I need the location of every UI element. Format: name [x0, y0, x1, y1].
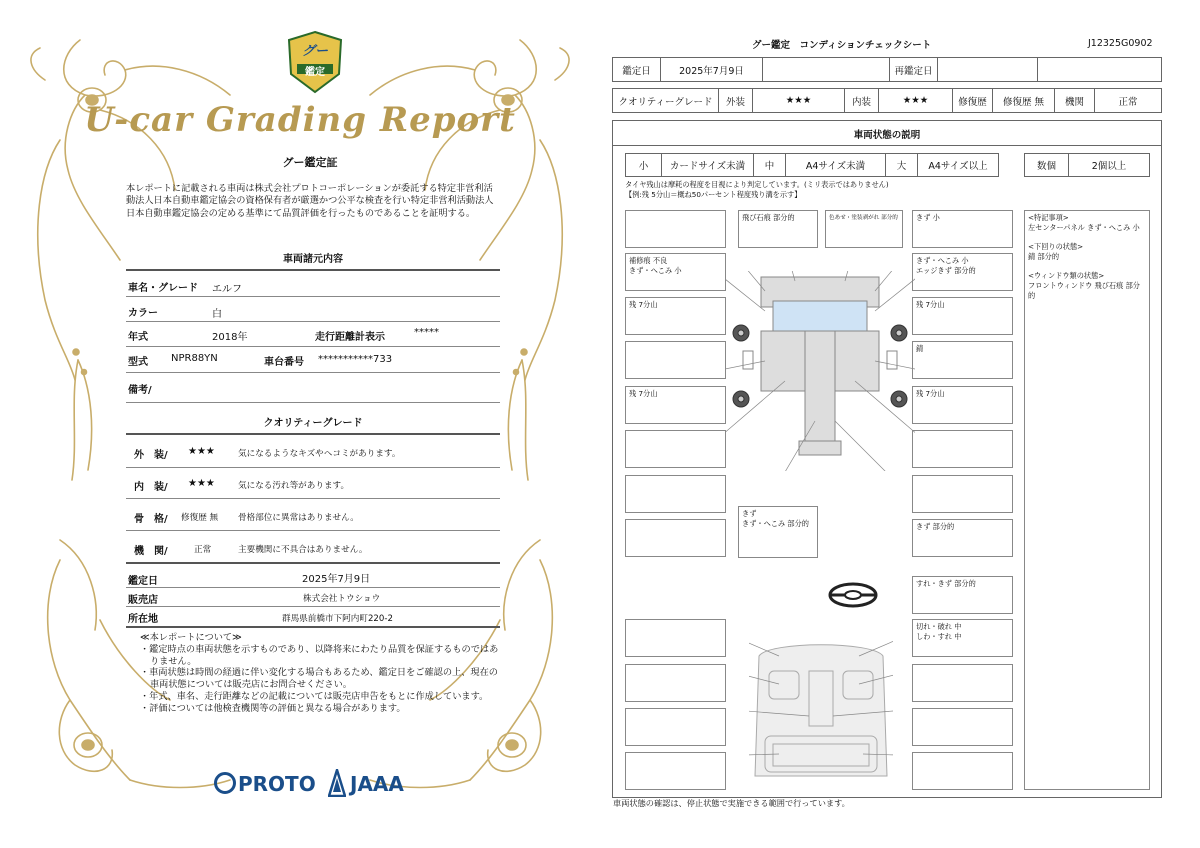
count-value: 2個以上 — [1091, 161, 1127, 172]
divider — [126, 606, 500, 607]
q-engine-value: 正常 — [194, 545, 212, 555]
legend-medium-desc: A4サイズ未満 — [786, 154, 886, 176]
notes-title-underbody: <下回りの状態> — [1028, 242, 1084, 251]
divider — [126, 587, 500, 588]
left-box-2: 補修痕 不良 きず・へこみ 小 — [625, 253, 726, 291]
left-interior-box-2 — [625, 664, 726, 702]
q-frame-label: 骨 格/ — [134, 514, 168, 525]
int-label: 内装 — [845, 89, 879, 112]
model-value: NPR88YN — [171, 353, 218, 364]
color-label: カラー — [128, 308, 158, 319]
mileage-label: 走行距離計表示 — [315, 332, 385, 343]
tire-note: タイヤ残山は摩耗の程度を目視により判定しています。(ミリ表示ではありません) — [625, 180, 889, 189]
brand-jaaa: JAAA — [350, 772, 404, 796]
certificate-heading: グー鑑定証 — [282, 156, 338, 169]
count-label: 数個 — [1025, 154, 1069, 176]
notes-text-windows: フロントウィンドウ 飛び石痕 部分的 — [1028, 281, 1140, 300]
vin-value: ***********733 — [318, 354, 393, 365]
condition-check-sheet — [600, 0, 1200, 848]
top-box-2: 色あせ・塗装剥がれ 部分的 — [825, 210, 903, 248]
divider — [126, 433, 500, 435]
q-frame-text: 骨格部位に異常はありません。 — [238, 513, 359, 523]
date-value: 2025年7月9日 — [302, 574, 371, 585]
mileage-value: ***** — [414, 327, 439, 338]
notice-title: ≪本レポートについて≫ — [140, 632, 242, 643]
right-box-4: 錆 — [912, 341, 1013, 379]
q-exterior-label: 外 装/ — [134, 450, 168, 461]
right-box-2: きず・へこみ 小 エッジきず 部分的 — [912, 253, 1013, 291]
divider — [126, 562, 500, 564]
notes-title-special: <特記事項> — [1028, 213, 1069, 222]
year-label: 年式 — [128, 332, 148, 343]
divider — [126, 530, 500, 531]
divider — [126, 626, 500, 628]
logo-text-top: グー — [301, 44, 328, 59]
notes-text-special: 左センターパネル きず・へこみ 小 — [1028, 223, 1140, 232]
divider — [126, 467, 500, 468]
qg-label: クオリティーグレード — [613, 89, 719, 112]
dealer-value: 株式会社トウショウ — [303, 594, 381, 604]
sheet-id: J12325G0902 — [1088, 38, 1153, 49]
size-legend — [625, 153, 999, 177]
q-interior-label: 内 装/ — [134, 482, 168, 493]
left-box-1 — [625, 210, 726, 248]
jaaa-logo-icon — [328, 769, 346, 797]
proto-logo-icon — [214, 772, 236, 794]
divider — [126, 402, 500, 403]
left-box-5: 残 7分山 — [625, 386, 726, 424]
notes-text-underbody: 錆 部分的 — [1028, 252, 1060, 261]
q-exterior-text: 気になるようなキズやヘコミがあります。 — [238, 449, 401, 459]
brand-proto: PROTO — [238, 772, 316, 796]
sheet-title: グー鑑定 コンディションチェックシート — [752, 40, 932, 51]
legend-small: 小 — [626, 154, 662, 176]
q-engine-label: 機 関/ — [134, 546, 168, 557]
left-box-6 — [625, 430, 726, 468]
car-name-value: エルフ — [212, 284, 242, 295]
location-value: 群馬県前橋市下阿内町220-2 — [282, 614, 393, 624]
divider — [126, 498, 500, 499]
interior-box-1: 切れ・破れ 中 しわ・すれ 中 — [912, 619, 1013, 657]
legend-large: 大 — [886, 154, 918, 176]
left-box-4 — [625, 341, 726, 379]
q-interior-text: 気になる汚れ等があります。 — [238, 481, 350, 491]
model-label: 型式 — [128, 357, 148, 368]
interior-diagram — [749, 636, 893, 786]
notes-title-windows: <ウィンドウ類の状態> — [1028, 271, 1105, 280]
divider — [126, 346, 500, 347]
color-value: 白 — [212, 309, 222, 320]
divider — [126, 321, 500, 322]
remarks-label: 備考/ — [128, 385, 152, 396]
right-box-8: きず 部分的 — [912, 519, 1013, 557]
count-legend — [1024, 153, 1150, 177]
right-box-6 — [912, 430, 1013, 468]
tire-note-example: 【例:残 5分山＝概ね50パーセント程度残り溝を示す】 — [625, 190, 802, 199]
int-stars: ★★★ — [879, 89, 953, 112]
report-title: U-car Grading Report — [84, 100, 516, 140]
repair-value: 修復歴 無 — [993, 89, 1055, 112]
date-label: 鑑定日 — [613, 58, 661, 81]
date-value: 2025年7月9日 — [661, 58, 763, 81]
vin-label: 車台番号 — [264, 357, 304, 368]
notice-item: ・車両状態は時間の経過に伴い変化する場合もあるため、鑑定日をご確認の上、現在の車両状態については販売店にお問合せください。 — [140, 667, 498, 691]
date-empty — [763, 58, 890, 81]
right-box-5: 残 7分山 — [912, 386, 1013, 424]
q-exterior-stars: ★★★ — [188, 446, 215, 457]
bottom-box: きず きず・へこみ 部分的 — [738, 506, 818, 558]
legend-large-desc: A4サイズ以上 — [928, 161, 988, 172]
interior-box-2 — [912, 664, 1013, 702]
left-box-7 — [625, 475, 726, 513]
reinspect-label: 再鑑定日 — [890, 58, 938, 81]
sheet-footer: 車両状態の確認は、停止状態で実施できる範囲で行っています。 — [613, 798, 850, 808]
divider — [126, 372, 500, 373]
dealer-label: 販売店 — [128, 595, 158, 606]
notice-item: ・年式、車名、走行距離などの記載については販売店申告をもとに作成しています。 — [140, 690, 489, 702]
steering-box: すれ・きず 部分的 — [912, 576, 1013, 614]
engine-value: 正常 — [1118, 96, 1138, 108]
intro-paragraph: 本レポートに記載される車両は株式会社プロトコーポレーションが委託する特定非営利活動法人日本自動車鑑定協会の資格保有者が厳選かつ公平な検査を行い特定非営利活動法人日本自動車鑑定協会の定める基準にて品質評価を行ったものであることを証明する。 — [126, 183, 494, 219]
engine-label: 機関 — [1055, 89, 1095, 112]
left-interior-box-3 — [625, 708, 726, 746]
state-title: 車両状態の説明 — [853, 130, 921, 141]
q-interior-stars: ★★★ — [188, 478, 215, 489]
date-label: 鑑定日 — [128, 576, 158, 587]
year-value: 2018年 — [212, 332, 248, 343]
left-box-8 — [625, 519, 726, 557]
q-engine-text: 主要機関に不具合はありません。 — [238, 545, 368, 555]
right-box-3: 残 7分山 — [912, 297, 1013, 335]
interior-box-3 — [912, 708, 1013, 746]
goo-appraisal-logo — [287, 30, 343, 94]
left-interior-box-4 — [625, 752, 726, 790]
divider — [126, 269, 500, 271]
divider — [126, 296, 500, 297]
date-row — [612, 57, 1162, 82]
ext-stars: ★★★ — [753, 89, 845, 112]
right-box-1: きず 小 — [912, 210, 1013, 248]
ext-label: 外装 — [719, 89, 753, 112]
q-frame-value: 修復歴 無 — [181, 513, 219, 523]
spec-section-title: 車両諸元内容 — [283, 254, 343, 265]
report-notice — [140, 632, 500, 715]
state-panel — [612, 120, 1162, 798]
interior-box-4 — [912, 752, 1013, 790]
divider — [613, 145, 1161, 146]
steering-wheel-icon — [827, 581, 879, 609]
left-interior-box-1 — [625, 619, 726, 657]
legend-medium: 中 — [754, 154, 786, 176]
quality-section-title: クオリティーグレード — [263, 418, 363, 429]
reinspect-value — [938, 58, 1038, 81]
repair-label: 修復歴 — [953, 89, 993, 112]
notes-box — [1024, 210, 1150, 790]
notice-item: ・鑑定時点の車両状態を示すものであり、以降将来にわたり品質を保証するものではありません。 — [140, 643, 499, 667]
legend-small-desc: カードサイズ未満 — [662, 154, 754, 176]
car-name-label: 車名・グレード — [128, 283, 198, 294]
left-box-3: 残 7分山 — [625, 297, 726, 335]
top-box-1: 飛び石痕 部分的 — [738, 210, 818, 248]
notice-item: ・評価については他検査機関等の評価と異なる場合があります。 — [140, 702, 406, 714]
right-box-7 — [912, 475, 1013, 513]
truck-diagram — [725, 271, 915, 471]
location-label: 所在地 — [128, 614, 158, 625]
logo-text-bottom: 鑑定 — [305, 67, 325, 78]
quality-row — [612, 88, 1162, 113]
